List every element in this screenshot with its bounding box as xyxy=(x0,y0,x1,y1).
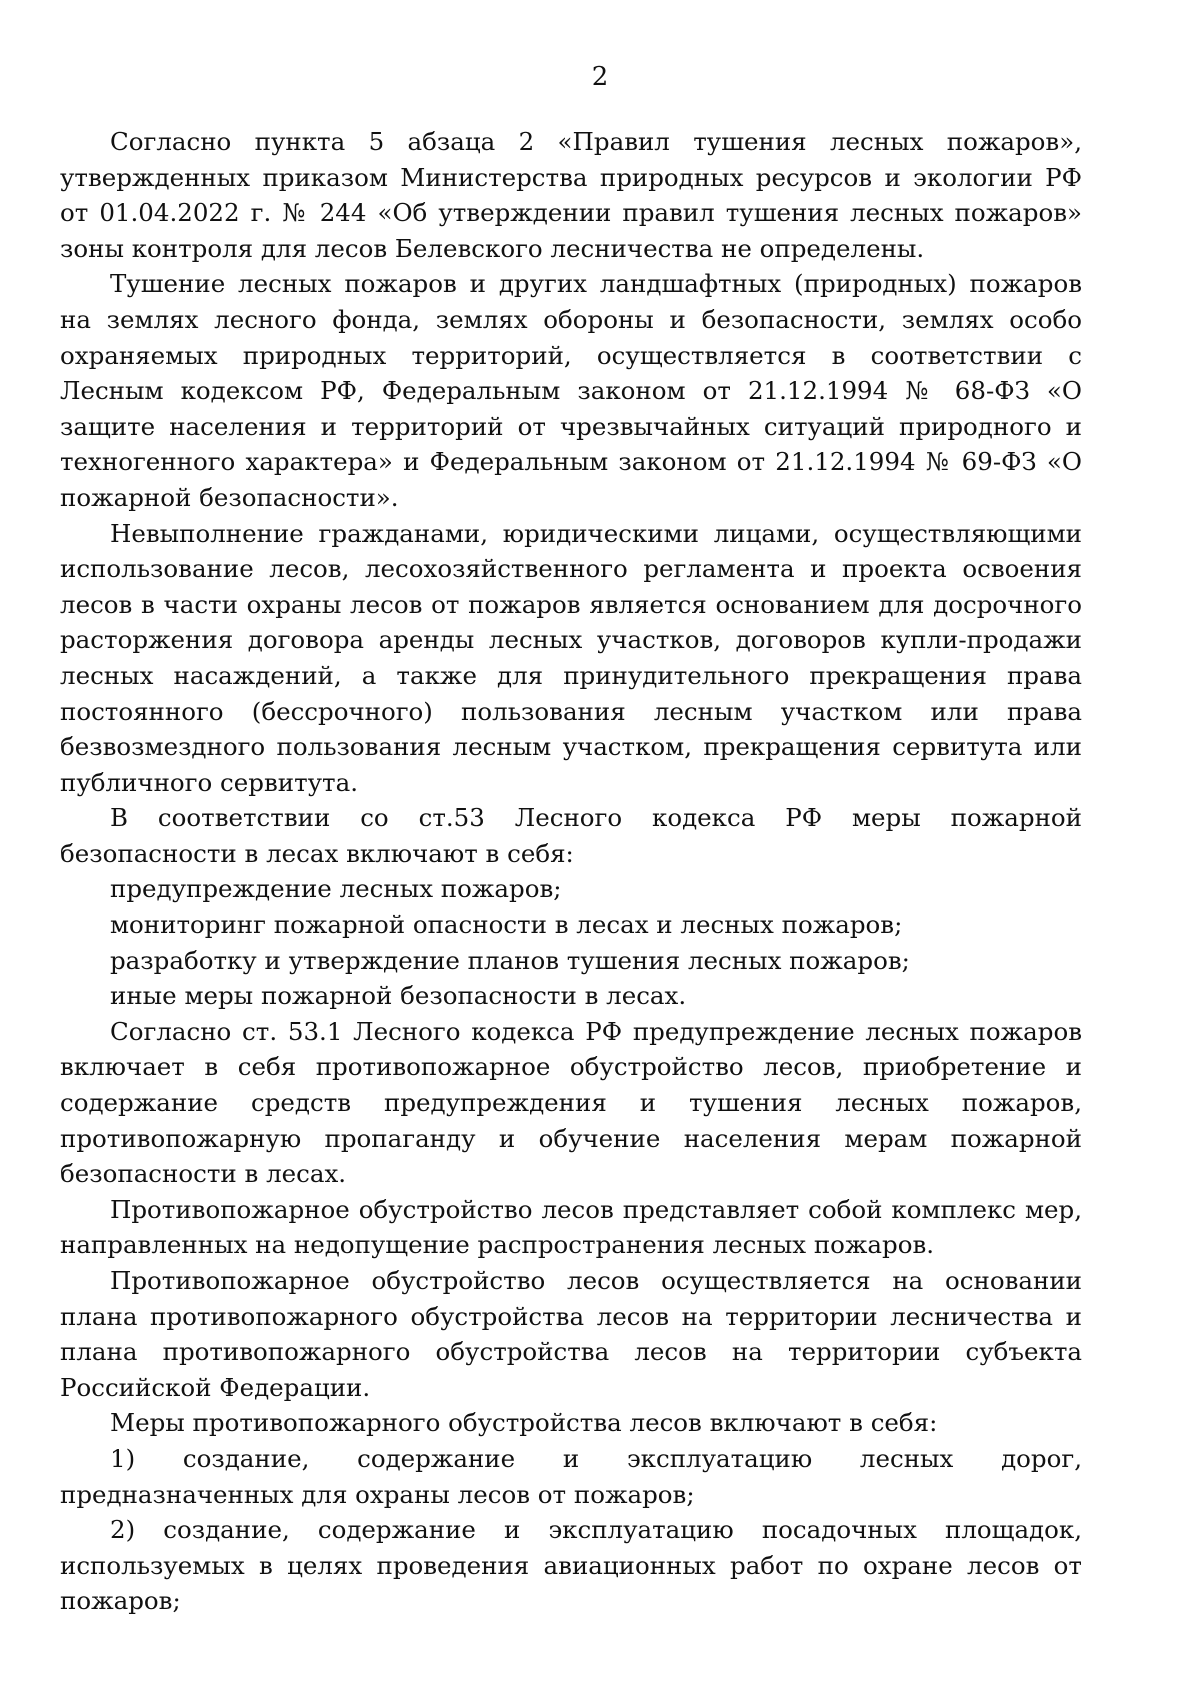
paragraph-fire-rules: Согласно пункта 5 абзаца 2 «Правил тушения лесных пожаров», утвержденных приказом Министерства природных ресурсов и экологии РФ от 01.04.2022 г. № 244 «Об утверждении правил тушения лесных пожаров» зоны контроля для лесов Белевского лесничества не определены. xyxy=(60,127,1082,263)
list-item-landing-sites: 2) создание, содержание и эксплуатацию посадочных площадок, используемых в целях проведения авиационных работ по охране лесов от пожаров; xyxy=(60,1515,1082,1616)
paragraph-fire-arrangement-basis: Противопожарное обустройство лесов осуществляется на основании плана противопожарного обустройства лесов на территории лесничества и плана противопожарного обустройства лесов на территории субъекта Российской Федерации. xyxy=(60,1266,1082,1402)
list-item-forest-roads: 1) создание, содержание и эксплуатацию лесных дорог, предназначенных для охраны лесов от пожаров; xyxy=(60,1443,1082,1509)
paragraph-measures-intro: Меры противопожарного обустройства лесов включают в себя: xyxy=(110,1408,938,1438)
paragraph-non-compliance: Невыполнение гражданами, юридическими лицами, осуществляющими использование лесов, лесохозяйственного регламента и проекта освоения лесов в части охраны лесов от пожаров является основанием для досрочного расторжения договора аренды лесных участков, договоров купли-продажи лесных насаждений, а также для принудительного прекращения права постоянного (бессрочного) пользования лесным участком или права безвозмездного пользования лесным участком, прекращения сервитута или публичного сервитута. xyxy=(60,518,1082,797)
document-body xyxy=(60,124,1082,1619)
list-item-monitoring: мониторинг пожарной опасности в лесах и лесных пожаров; xyxy=(110,910,903,940)
list-item-other-measures: иные меры пожарной безопасности в лесах. xyxy=(110,981,687,1011)
paragraph-article-53: В соответствии со ст.53 Лесного кодекса РФ меры пожарной безопасности в лесах включают в себя: xyxy=(60,803,1082,868)
page-number: 2 xyxy=(591,62,609,92)
paragraph-fire-suppression-law: Тушение лесных пожаров и других ландшафтных (природных) пожаров на землях лесного фонда, землях обороны и безопасности, землях особо охраняемых природных территорий, осуществляется в соответствии с Лесным кодексом РФ, Федеральным законом от 21.12.1994 № 68-ФЗ «О защите населения и территорий от чрезвычайных ситуаций природного и техногенного характера» и Федеральным законом от 21.12.1994 № 69-ФЗ «О пожарной безопасности». xyxy=(60,269,1082,512)
paragraph-article-53-1: Согласно ст. 53.1 Лесного кодекса РФ предупреждение лесных пожаров включает в себя противопожарное обустройство лесов, приобретение и содержание средств предупреждения и тушения лесных пожаров, противопожарную пропаганду и обучение населения мерам пожарной безопасности в лесах. xyxy=(60,1016,1082,1189)
list-item-prevention: предупреждение лесных пожаров; xyxy=(110,874,562,904)
paragraph-fire-arrangement-definition: Противопожарное обустройство лесов представляет собой комплекс мер, направленных на недопущение распространения лесных пожаров. xyxy=(60,1194,1082,1260)
list-item-plans: разработку и утверждение планов тушения лесных пожаров; xyxy=(110,945,910,975)
